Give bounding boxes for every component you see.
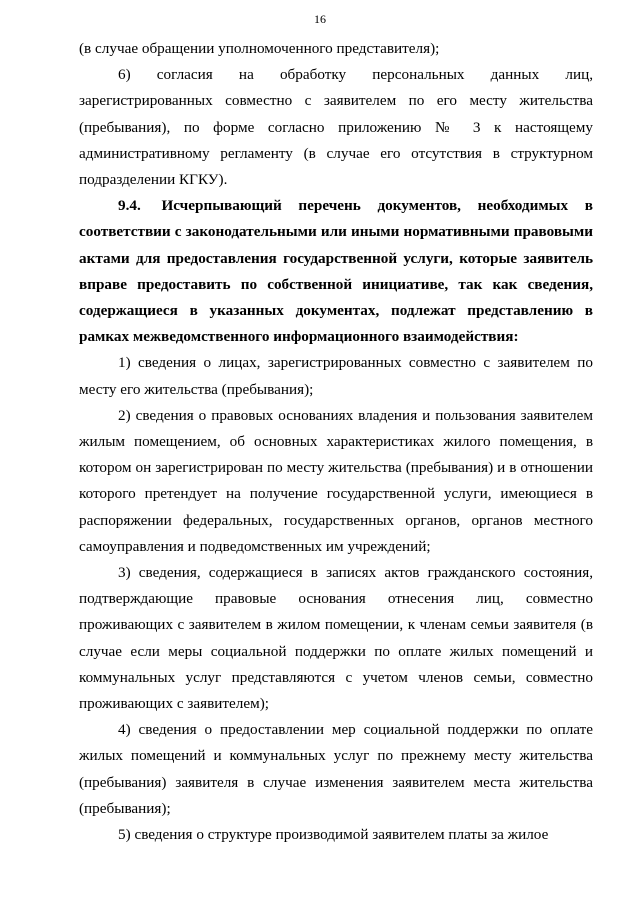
list-item-4: 4) сведения о предоставлении мер социальной поддержки по оплате жилых помещений и коммунальных услуг по прежнему месту жительства (пребывания) заявителя в случае изменения заявителем места жительства (пребывания); <box>79 721 593 817</box>
list-item-1: 1) сведения о лицах, зарегистрированных совместно с заявителем по месту его жительства (пребывания); <box>79 354 593 398</box>
document-body <box>79 36 593 848</box>
section-heading-text: Исчерпывающий перечень документов, необходимых в соответствии с законодательными или иными нормативными правовыми актами для предоставления государственной услуги, которые заявитель вправе предоставить по собственной инициативе, так как сведения, содержащиеся в указанных документах, подлежат представлению в рамках межведомственного информационного взаимодействия: <box>79 197 593 346</box>
paragraph-representative-note: (в случае обращении уполномоченного представителя); <box>79 40 440 57</box>
list-item-5: 5) сведения о структуре производимой заявителем платы за жилое <box>118 826 549 844</box>
section-heading <box>79 193 593 350</box>
page-number: 16 <box>314 12 326 26</box>
paragraph-consent-item: 6) согласия на обработку персональных данных лиц, зарегистрированных совместно с заявителем по его месту жительства (пребывания), по форме согласно приложению № 3 к настоящему административному регламенту (в случае его отсутствия в структурном подразделении КГКУ). <box>79 66 593 189</box>
list-item-2: 2) сведения о правовых основаниях владения и пользования заявителем жилым помещением, об основных характеристиках жилого помещения, в котором он зарегистрирован по месту жительства (пребывания) и в отношении которого претендует на получение государственной услуги, имеющиеся в распоряжении федеральных, государственных органов, органов местного самоуправления и подведомственных им учреждений; <box>79 406 593 555</box>
section-number: 9.4. <box>118 197 141 215</box>
list-item-3: 3) сведения, содержащиеся в записях актов гражданского состояния, подтверждающие правовые основания отнесения лиц, совместно проживающих с заявителем в жилом помещении, к членам семьи заявителя (в случае если меры социальной поддержки по оплате жилых помещений и коммунальных услуг представляются с учетом членов семьи, совместно проживающих с заявителем); <box>79 564 593 713</box>
